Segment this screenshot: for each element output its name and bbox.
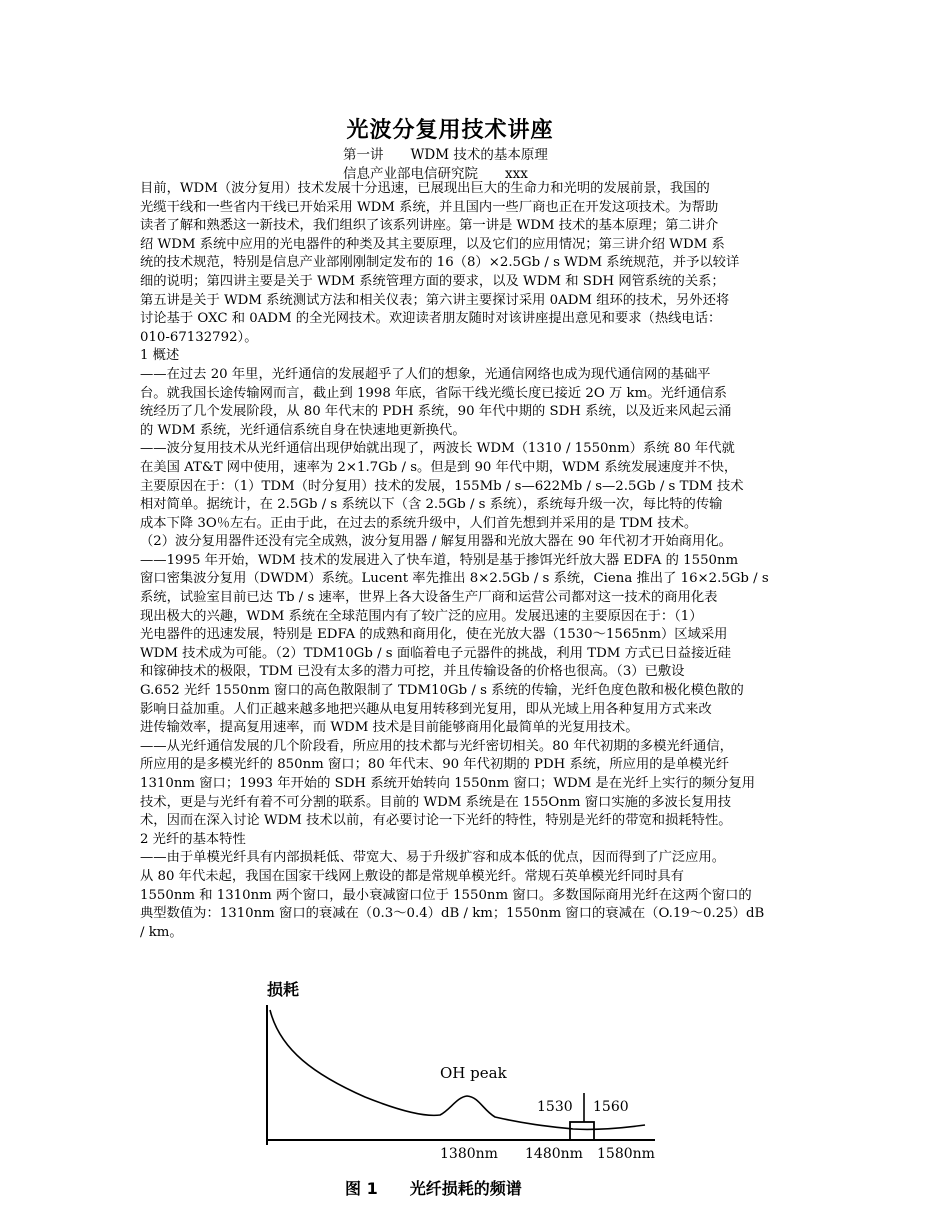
text-line: 统经历了几个发展阶段，从 80 年代末的 PDH 系统，90 年代中期的 SDH 系统，以及近来风起云涌 bbox=[140, 404, 732, 420]
text-line: 1550nm 和 1310nm 两个窗口，最小衰减窗口位于 1550nm 窗口。多数国际商用光纤在这两个窗口的 bbox=[140, 887, 752, 903]
text-line: 影响日益加重。人们正越来越多地把兴趣从电复用转移到光复用，即从光域上用各种复用方式来改 bbox=[140, 701, 712, 717]
text-line: ——波分复用技术从光纤通信出现伊始就出现了，两波长 WDM（1310 / 1550nm）系统 80 年代就 bbox=[140, 441, 735, 457]
text-line: 和镓砷技术的极限，TDM 已没有太多的潜力可挖，并且传输设备的价格也很高。（3）已敷设 bbox=[140, 664, 685, 680]
body-text bbox=[140, 180, 830, 942]
text-line: 主要原因在于：（1）TDM（时分复用）技术的发展，155Mb / s—622Mb / s—2.5Gb / s TDM 技术 bbox=[140, 478, 744, 494]
text-line: 光缆干线和一些省内干线已开始采用 WDM 系统，并且国内一些厂商也正在开发这项技术。为帮助 bbox=[140, 199, 719, 215]
text-line: 技术，更是与光纤有着不可分割的联系。目前的 WDM 系统是在 155Onm 窗口实施的多波长复用技 bbox=[140, 794, 731, 810]
text-line: ——1995 年开始，WDM 技术的发展进入了快车道，特别是基于掺饵光纤放大器 EDFA 的 1550nm bbox=[140, 552, 739, 568]
text-line: WDM 技术成为可能。（2）TDM10Gb / s 面临着电子元器件的挑战，利用 TDM 方式已日益接近硅 bbox=[140, 645, 731, 661]
text-line: 统的技术规范，特别是信息产业部刚刚制定发布的 16（8）×2.5Gb / s WDM 系统规范，并予以较详 bbox=[140, 255, 740, 271]
text-line: 2 光纤的基本特性 bbox=[140, 831, 246, 847]
lecture-subtitle: 第一讲 WDM 技术的基本原理 bbox=[343, 147, 548, 163]
text-line: ——从光纤通信发展的几个阶段看，所应用的技术都与光纤密切相关。80 年代初期的多模光纤通信， bbox=[140, 738, 733, 754]
text-line: 读者了解和熟悉这一新技术，我们组织了该系列讲座。第一讲是 WDM 技术的基本原理；第二讲介 bbox=[140, 218, 719, 234]
text-line: 进传输效率，提高复用速率，而 WDM 技术是目前能够商用化最简单的光复用技术。 bbox=[140, 720, 639, 736]
text-line: 光电器件的迅速发展，特别是 EDFA 的成熟和商用化，使在光放大器（1530～1565nm）区域采用 bbox=[140, 627, 728, 643]
text-line: 细的说明；第四讲主要是关于 WDM 系统管理方面的要求，以及 WDM 和 SDH 网管系统的关系； bbox=[140, 273, 725, 289]
text-line: 010-67132792）。 bbox=[140, 329, 258, 345]
text-line: 讨论基于 OXC 和 0ADM 的全光网技术。欢迎读者朋友随时对该讲座提出意见和要求（热线电话： bbox=[140, 311, 722, 327]
window-box bbox=[570, 1122, 594, 1140]
oh-peak-label: OH peak bbox=[440, 1064, 507, 1082]
text-line: 第五讲是关于 WDM 系统测试方法和相关仪表；第六讲主要探讨采用 0ADM 组环的技术，另外还将 bbox=[140, 292, 730, 308]
text-line: 台。就我国长途传输网而言，截止到 1998 年底，省际干线光缆长度已接近 2O 万 km。光纤通信系 bbox=[140, 385, 727, 401]
text-line: ——在过去 20 年里，光纤通信的发展超乎了人们的想象，光通信网络也成为现代通信网的基础平 bbox=[140, 366, 711, 382]
x-tick-1580: 1580nm bbox=[597, 1146, 655, 1162]
text-line: / km。 bbox=[140, 924, 183, 940]
text-line: ——由于单模光纤具有内部损耗低、带宽大、易于升级扩容和成本低的优点，因而得到了广泛应用。 bbox=[140, 850, 726, 866]
y-axis-label: 损耗 bbox=[267, 980, 300, 999]
text-line: 所应用的是多模光纤的 850nm 窗口；80 年代末、90 年代初期的 PDH 系统，所应用的是单模光纤 bbox=[140, 757, 730, 773]
text-line: 术，因而在深入讨论 WDM 技术以前，有必要讨论一下光纤的特性，特别是光纤的带宽和损耗特性。 bbox=[140, 813, 732, 829]
text-line: 从 80 年代未起，我国在国家干线网上敷设的都是常规单模光纤。常规石英单模光纤同时具有 bbox=[140, 868, 684, 884]
text-line: 系统，试验室目前已达 Tb / s 速率，世界上各大设备生产厂商和运营公司都对这一技术的商用化表 bbox=[140, 590, 718, 606]
text-line: 相对简单。据统计，在 2.5Gb / s 系统以下（含 2.5Gb / s 系统），系统每升级一次，每比特的传输 bbox=[140, 497, 723, 513]
text-line: 窗口密集波分复用（DWDM）系统。Lucent 率先推出 8×2.5Gb / s 系统，Ciena 推出了 16×2.5Gb / s bbox=[140, 571, 769, 587]
label-1530: 1530 bbox=[537, 1099, 573, 1115]
loss-spectrum-figure bbox=[245, 975, 685, 1205]
text-line: 目前，WDM（波分复用）技术发展十分迅速，已展现出巨大的生命力和光明的发展前景，我国的 bbox=[140, 181, 710, 196]
text-line: 1310nm 窗口；1993 年开始的 SDH 系统开始转向 1550nm 窗口；WDM 是在光纤上实行的频分复用 bbox=[140, 776, 756, 791]
text-line: G.652 光纤 1550nm 窗口的高色散限制了 TDM10Gb / s 系统的传输，光纤色度色散和极化模色散的 bbox=[140, 683, 744, 699]
text-line: 典型数值为：1310nm 窗口的衰减在（0.3～0.4）dB / km；1550nm 窗口的衰减在（O.19～0.25）dB bbox=[140, 906, 765, 922]
x-tick-1480: 1480nm bbox=[525, 1146, 583, 1162]
page-title: 光波分复用技术讲座 bbox=[346, 117, 554, 143]
text-line: 1 概述 bbox=[140, 348, 180, 364]
label-1560: 1560 bbox=[593, 1099, 629, 1115]
text-line: （2）波分复用器件还没有完全成熟，波分复用器 / 解复用器和光放大器在 90 年代初才开始商用化。 bbox=[140, 534, 732, 550]
text-line: 成本下降 3O％左右。正由于此，在过去的系统升级中，人们首先想到并采用的是 TDM 技术。 bbox=[140, 515, 698, 531]
text-line: 的 WDM 系统，光纤通信系统自身在快速地更新换代。 bbox=[140, 422, 466, 438]
figure-caption: 图 1 光纤损耗的频谱 bbox=[345, 1179, 522, 1198]
text-line: 在美国 AT&T 网中使用，速率为 2×1.7Gb / s。但是到 90 年代中期，WDM 系统发展速度并不快， bbox=[140, 459, 738, 475]
text-line: 绍 WDM 系统中应用的光电器件的种类及其主要原理，以及它们的应用情况；第三讲介绍 WDM 系 bbox=[140, 236, 725, 252]
author-line: 信息产业部电信研究院 xxx bbox=[343, 166, 528, 182]
text-line: 现出极大的兴趣，WDM 系统在全球范围内有了较广泛的应用。发展迅速的主要原因在于：（1） bbox=[140, 608, 703, 624]
x-tick-1380: 1380nm bbox=[440, 1146, 498, 1162]
